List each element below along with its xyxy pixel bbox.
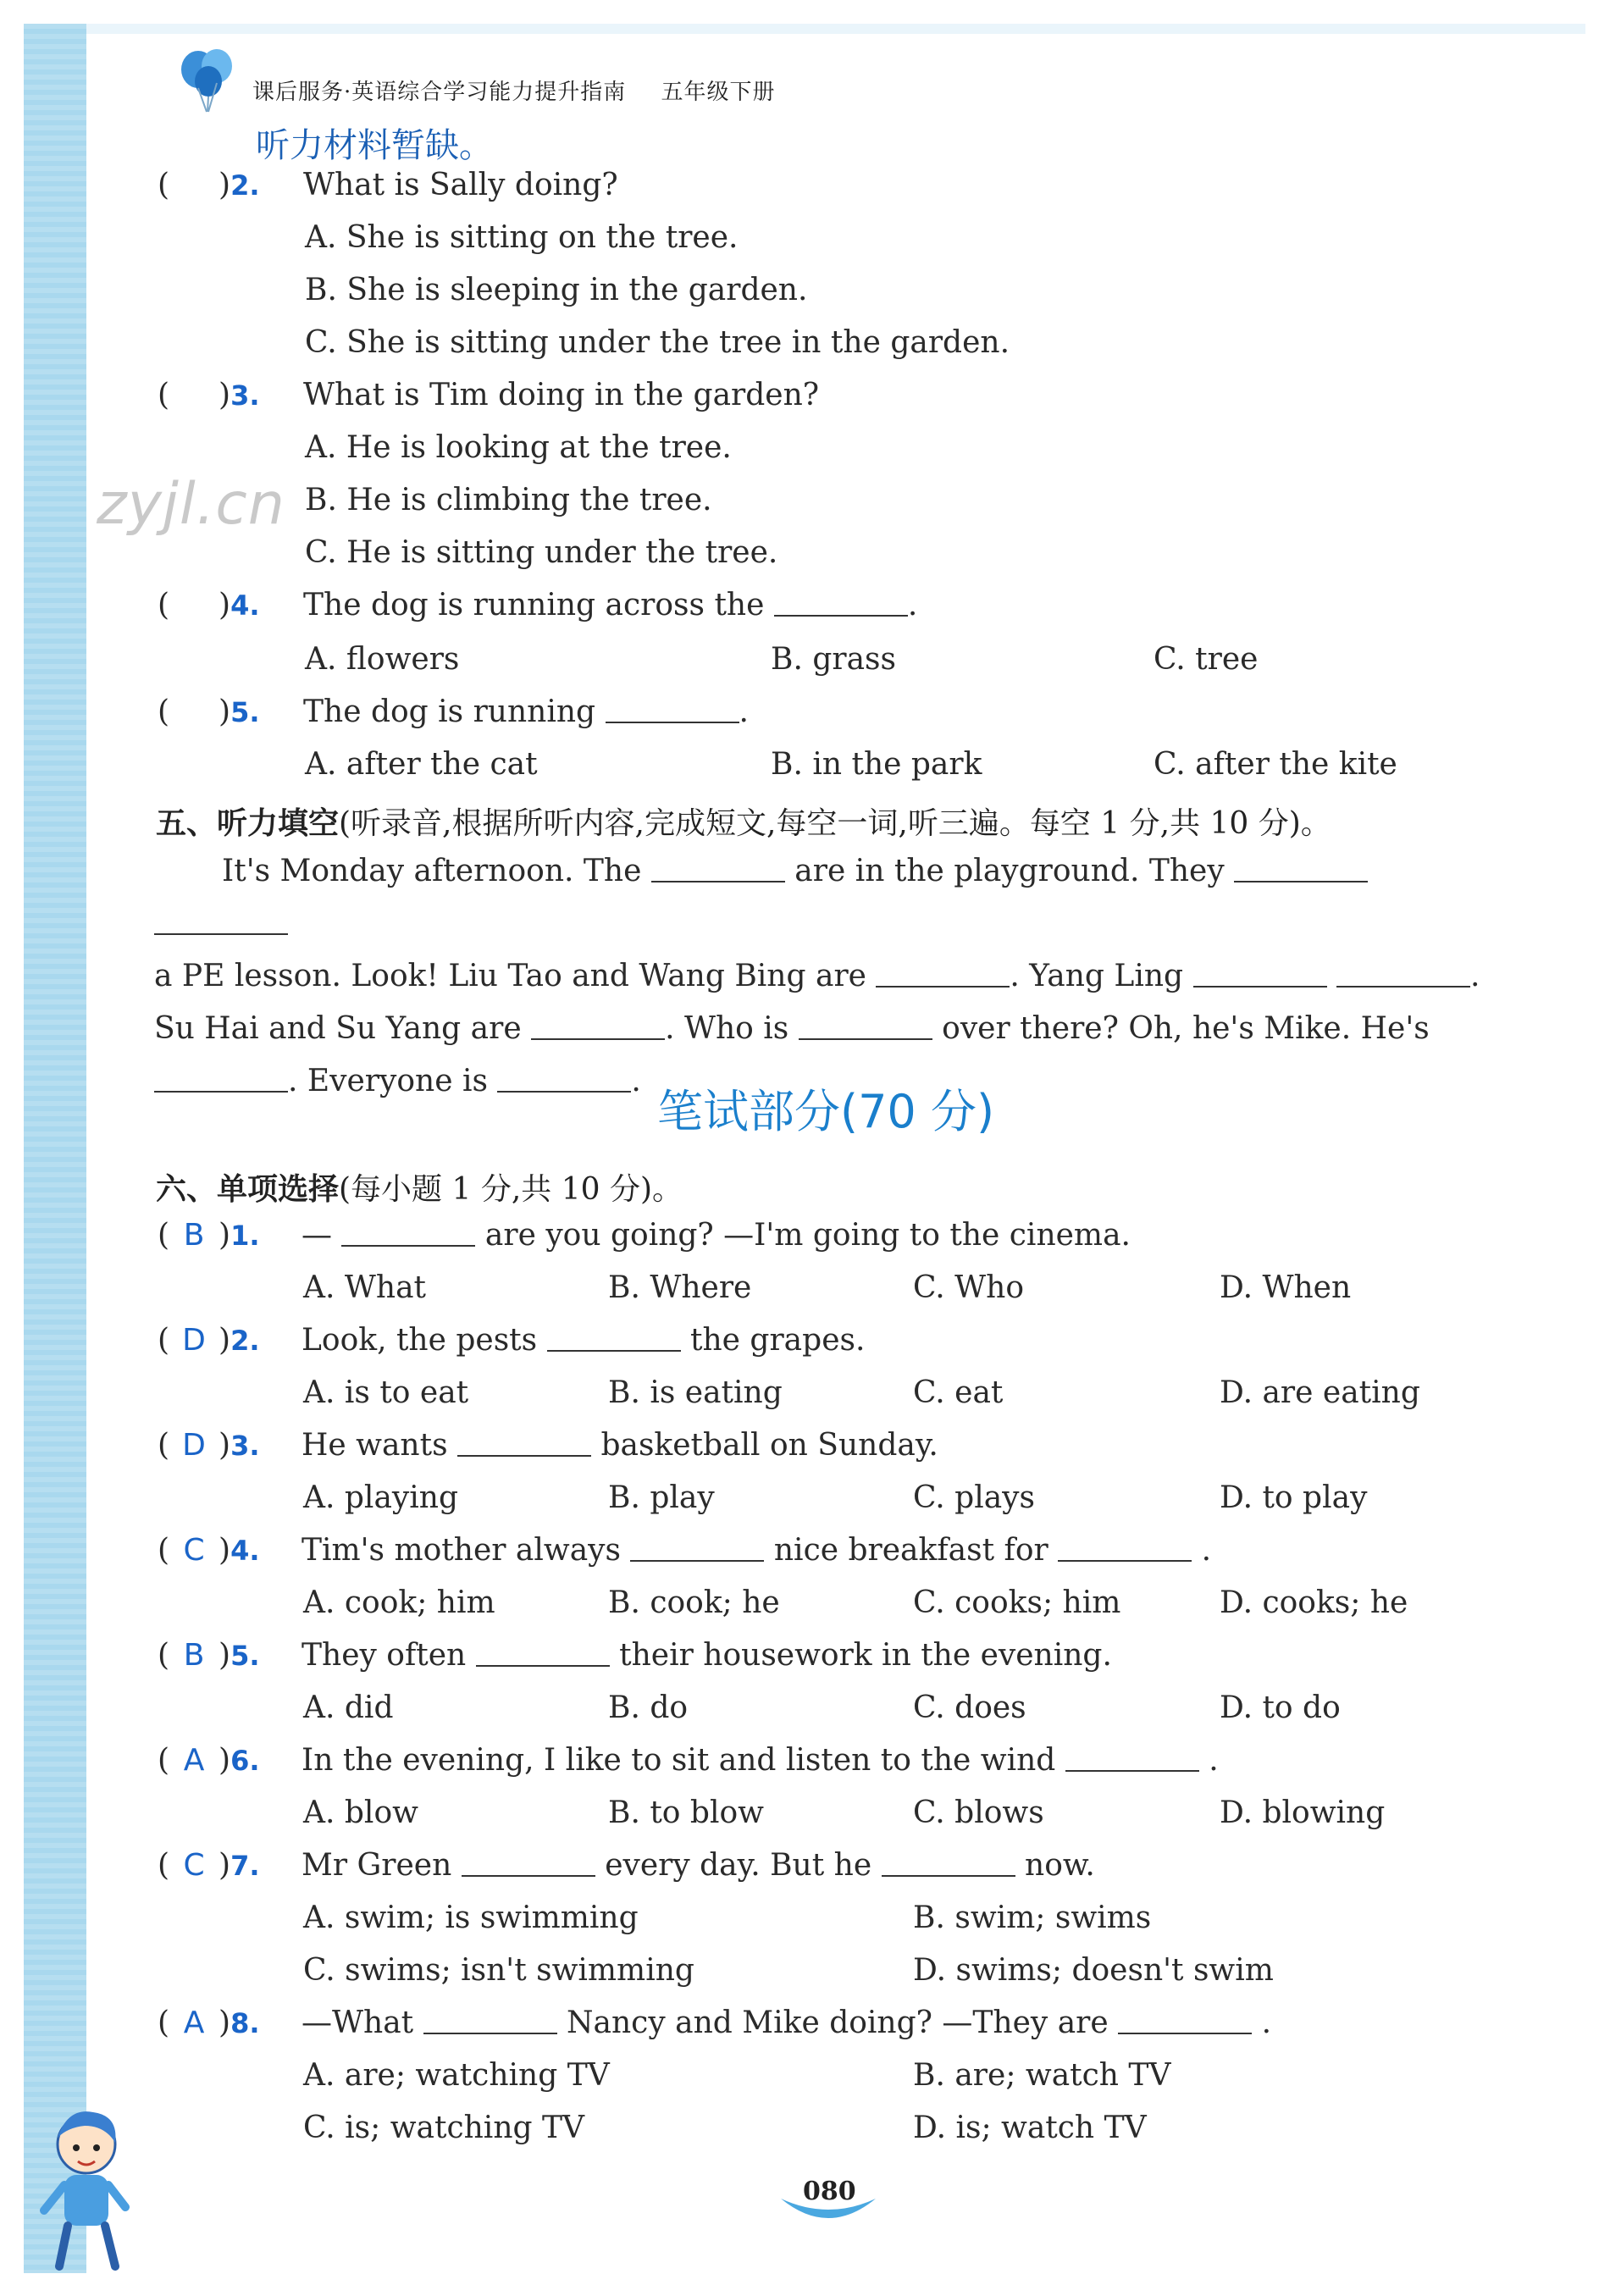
answer-paren: ( A )6.: [158, 1743, 260, 1778]
option: B. She is sleeping in the garden.: [305, 273, 808, 307]
page-number: 080: [803, 2177, 856, 2206]
option: B. in the park: [771, 747, 982, 782]
question-number: 8.: [230, 2007, 260, 2039]
option: D. When: [1220, 1270, 1352, 1305]
question-number: 6.: [230, 1745, 260, 1777]
option: B. He is climbing the tree.: [305, 483, 712, 517]
answer-letter: B: [183, 1638, 205, 1673]
answer-letter: D: [182, 1323, 206, 1358]
answer-paren: ( C )4.: [158, 1533, 260, 1568]
option: C. He is sitting under the tree.: [305, 535, 778, 570]
option: C. is; watching TV: [303, 2111, 584, 2145]
passage-line: Su Hai and Su Yang are . Who is over there? Oh, he's Mike. He's: [154, 1011, 1430, 1046]
question-stem: — are you going? —I'm going to the cinema.: [302, 1218, 1131, 1253]
watermark: zyjl.cn: [97, 471, 285, 538]
balloon-logo-icon: [173, 44, 242, 117]
listening-passage: [154, 845, 1501, 1108]
answer-paren: ( D )3.: [158, 1428, 260, 1463]
option: D. to play: [1220, 1480, 1368, 1515]
blank: [1058, 1557, 1192, 1562]
option: A. swim; is swimming: [303, 1900, 639, 1935]
passage-line: . Everyone is .: [154, 1055, 1501, 1108]
option: C. tree: [1154, 642, 1259, 677]
question-stem: Mr Green every day. But he now.: [302, 1848, 1095, 1883]
question-number: 1.: [230, 1220, 260, 1252]
option: A. What: [303, 1270, 427, 1305]
question-number: 2.: [230, 169, 260, 202]
blank: [882, 1872, 1015, 1877]
question-stem: Tim's mother always nice breakfast for .: [302, 1533, 1212, 1568]
question-stem: —What Nancy and Mike doing? —They are .: [302, 2006, 1272, 2040]
blank: [1118, 2029, 1252, 2034]
answer-letter: B: [183, 1218, 205, 1253]
blank: [457, 1452, 591, 1457]
question-stem: He wants basketball on Sunday.: [302, 1428, 938, 1463]
top-band: [86, 24, 1585, 34]
option: C. cooks; him: [913, 1585, 1121, 1620]
handwritten-note: 听力材料暂缺。: [256, 126, 493, 165]
option: B. grass: [771, 642, 897, 677]
header-grade: 五年级下册: [661, 80, 776, 105]
question-number: 2.: [230, 1325, 260, 1357]
answer-letter: A: [183, 1743, 205, 1778]
option: B. are; watch TV: [913, 2058, 1171, 2093]
option: D. blowing: [1220, 1795, 1386, 1830]
blank: [462, 1872, 595, 1877]
option: B. cook; he: [608, 1585, 780, 1620]
blank: [547, 1347, 681, 1352]
answer-paren: ( B )5.: [158, 1638, 260, 1673]
question-stem: Look, the pests the grapes.: [302, 1323, 866, 1358]
page-header: [252, 75, 776, 106]
option: C. swims; isn't swimming: [303, 1953, 694, 1988]
answer-paren: ( A )8.: [158, 2006, 260, 2040]
blank: [774, 611, 908, 617]
option: D. swims; doesn't swim: [913, 1953, 1274, 1988]
option: A. after the cat: [305, 747, 538, 782]
option: B. to blow: [608, 1795, 764, 1830]
answer-paren: ( )2.: [158, 168, 260, 202]
option: A. playing: [303, 1480, 458, 1515]
blank: [341, 1242, 475, 1247]
blank: [423, 2029, 557, 2034]
passage-line: It's Monday afternoon. The are in the playground. They: [154, 845, 1501, 950]
option: C. She is sitting under the tree in the garden.: [305, 325, 1010, 360]
option: B. Where: [608, 1270, 752, 1305]
answer-paren: ( )3.: [158, 378, 260, 412]
passage-line: a PE lesson. Look! Liu Tao and Wang Bing are . Yang Ling .: [154, 959, 1480, 993]
question-stem: The dog is running across the .: [303, 588, 918, 622]
written-section-heading: 笔试部分(70 分): [657, 1085, 995, 1138]
question-number: 5.: [230, 1640, 260, 1672]
option: A. did: [303, 1690, 394, 1725]
page-arc-decoration: [777, 2187, 879, 2229]
option: A. is to eat: [303, 1375, 469, 1410]
option: D. are eating: [1220, 1375, 1420, 1410]
boy-mascot-icon: [34, 2100, 136, 2278]
option: C. eat: [913, 1375, 1004, 1410]
option: D. cooks; he: [1220, 1585, 1408, 1620]
option: B. swim; swims: [913, 1900, 1152, 1935]
option: A. flowers: [305, 642, 460, 677]
question-stem: What is Sally doing?: [303, 168, 618, 202]
option: A. cook; him: [303, 1585, 495, 1620]
question-stem: In the evening, I like to sit and listen to the wind .: [302, 1743, 1219, 1778]
option: A. She is sitting on the tree.: [305, 220, 739, 255]
blank: [606, 718, 739, 723]
question-number: 4.: [230, 1535, 260, 1567]
question-number: 3.: [230, 1430, 260, 1462]
option: B. do: [608, 1690, 689, 1725]
option: B. play: [608, 1480, 715, 1515]
option: C. after the kite: [1154, 747, 1397, 782]
answer-paren: ( B )1.: [158, 1218, 260, 1253]
header-title: 课后服务·英语综合学习能力提升指南: [252, 80, 627, 105]
answer-paren: ( D )2.: [158, 1323, 260, 1358]
option: C. plays: [913, 1480, 1035, 1515]
option: C. does: [913, 1690, 1026, 1725]
blank: [476, 1662, 610, 1667]
question-number: 7.: [230, 1850, 260, 1882]
option: C. Who: [913, 1270, 1025, 1305]
answer-letter: C: [183, 1533, 205, 1568]
answer-letter: A: [183, 2006, 205, 2040]
option: B. is eating: [608, 1375, 783, 1410]
question-number: 3.: [230, 379, 260, 412]
option: A. blow: [303, 1795, 418, 1830]
question-number: 4.: [230, 589, 260, 622]
answer-paren: ( C )7.: [158, 1848, 260, 1883]
answer-letter: C: [183, 1848, 205, 1883]
question-number: 5.: [230, 696, 260, 728]
answer-paren: ( )4.: [158, 588, 260, 622]
blank: [1065, 1767, 1199, 1772]
answer-letter: D: [182, 1428, 206, 1463]
question-stem: The dog is running .: [303, 694, 749, 729]
side-decoration-strip: [24, 24, 86, 2273]
option: D. is; watch TV: [913, 2111, 1147, 2145]
section-title: 五、听力填空(听录音,根据所听内容,完成短文,每空一词,听三遍。每空 1 分,共 10 分)。: [156, 806, 1331, 841]
section-title: 六、单项选择(每小题 1 分,共 10 分)。: [156, 1172, 683, 1207]
option: A. are; watching TV: [303, 2058, 610, 2093]
option: D. to do: [1220, 1690, 1341, 1725]
question-stem: They often their housework in the evening.: [302, 1638, 1112, 1673]
answer-paren: ( )5.: [158, 694, 260, 729]
option: A. He is looking at the tree.: [305, 430, 732, 465]
blank: [630, 1557, 764, 1562]
question-stem: What is Tim doing in the garden?: [303, 378, 820, 412]
option: C. blows: [913, 1795, 1044, 1830]
